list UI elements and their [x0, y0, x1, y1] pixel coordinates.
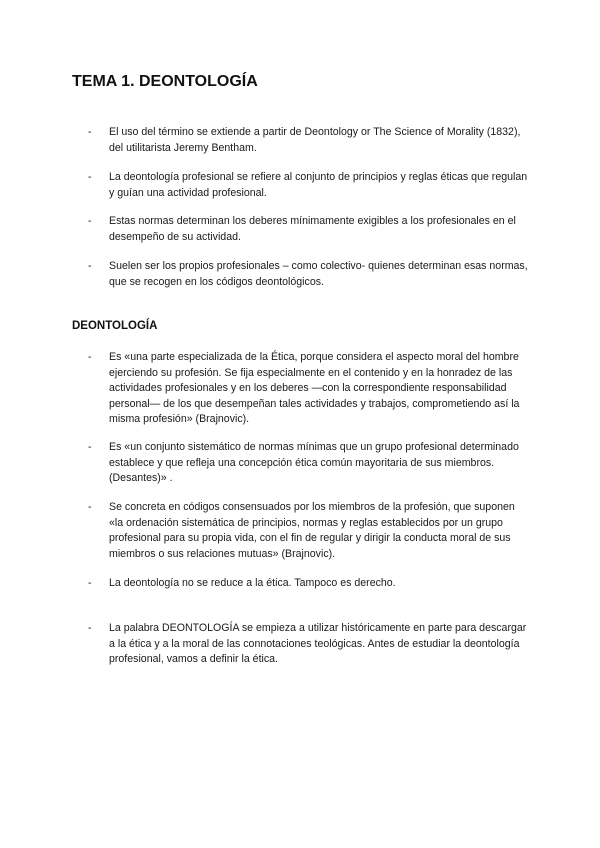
- bullet-text: Se concreta en códigos consensuados por los miembros de la profesión, que suponen «la ordenación sistemática de principios, normas y reglas establecidos por un grupo profesional para su propia vida, con el fin de regular y dirigir la conducta moral de sus miembros o sus relaciones mutuas» (Brajnovic).: [109, 501, 515, 560]
- bullet-text: Es «una parte especializada de la Ética, porque considera el aspecto moral del hombre ejerciendo su profesión. Se fija especialmente en el contenido y en la honradez de las actividades profesionales y en los deberes —con la correspondiente responsabilidad personal— de los que desempeñan tales actividades y trabajos, comprometiendo así la misma profesión» (Brajnovic).: [109, 351, 520, 426]
- bullet-dash: -: [88, 171, 92, 183]
- bullet-text: La deontología no se reduce a la ética. Tampoco es derecho.: [109, 577, 396, 589]
- list-item: [88, 350, 528, 428]
- bullet-dash: -: [88, 126, 92, 138]
- list-item: [88, 440, 528, 487]
- bullet-dash: -: [88, 577, 92, 589]
- list-item: [88, 500, 528, 562]
- list-item: [88, 170, 528, 201]
- list-item: [88, 576, 528, 592]
- bullet-text: La deontología profesional se refiere al conjunto de principios y reglas éticas que regulan y guían una actividad profesional.: [109, 171, 528, 199]
- bullet-text: La palabra DEONTOLOGÍA se empieza a utilizar históricamente en parte para descargar a la ética y a la moral de las connotaciones teológicas. Antes de estudiar la deontología profesional, vamos a definir la ética.: [109, 622, 527, 666]
- bullet-text: Estas normas determinan los deberes mínimamente exigibles a los profesionales en el desempeño de su actividad.: [109, 215, 516, 243]
- bullet-text: El uso del término se extiende a partir de Deontology or The Science of Morality (1832), del utilitarista Jeremy Bentham.: [109, 126, 521, 154]
- bullet-dash: -: [88, 351, 92, 363]
- bullet-dash: -: [88, 501, 92, 513]
- list-item: [88, 214, 528, 245]
- bullet-dash: -: [88, 441, 92, 453]
- bullet-dash: -: [88, 260, 92, 272]
- bullet-text: Suelen ser los propios profesionales – como colectivo- quienes determinan esas normas, que se recogen en los códigos deontológicos.: [109, 260, 528, 288]
- list-item: [88, 621, 528, 668]
- bullet-text: Es «un conjunto sistemático de normas mínimas que un grupo profesional determinado establece y que refleja una concepción ética común mayoritaria de sus miembros. (Desantes)» .: [109, 441, 519, 485]
- bullet-dash: -: [88, 215, 92, 227]
- list-item: [88, 125, 528, 156]
- list-item: [88, 259, 528, 290]
- page-title: TEMA 1. DEONTOLOGÍA: [72, 73, 258, 90]
- bullet-dash: -: [88, 622, 92, 634]
- section-heading: DEONTOLOGÍA: [72, 320, 158, 332]
